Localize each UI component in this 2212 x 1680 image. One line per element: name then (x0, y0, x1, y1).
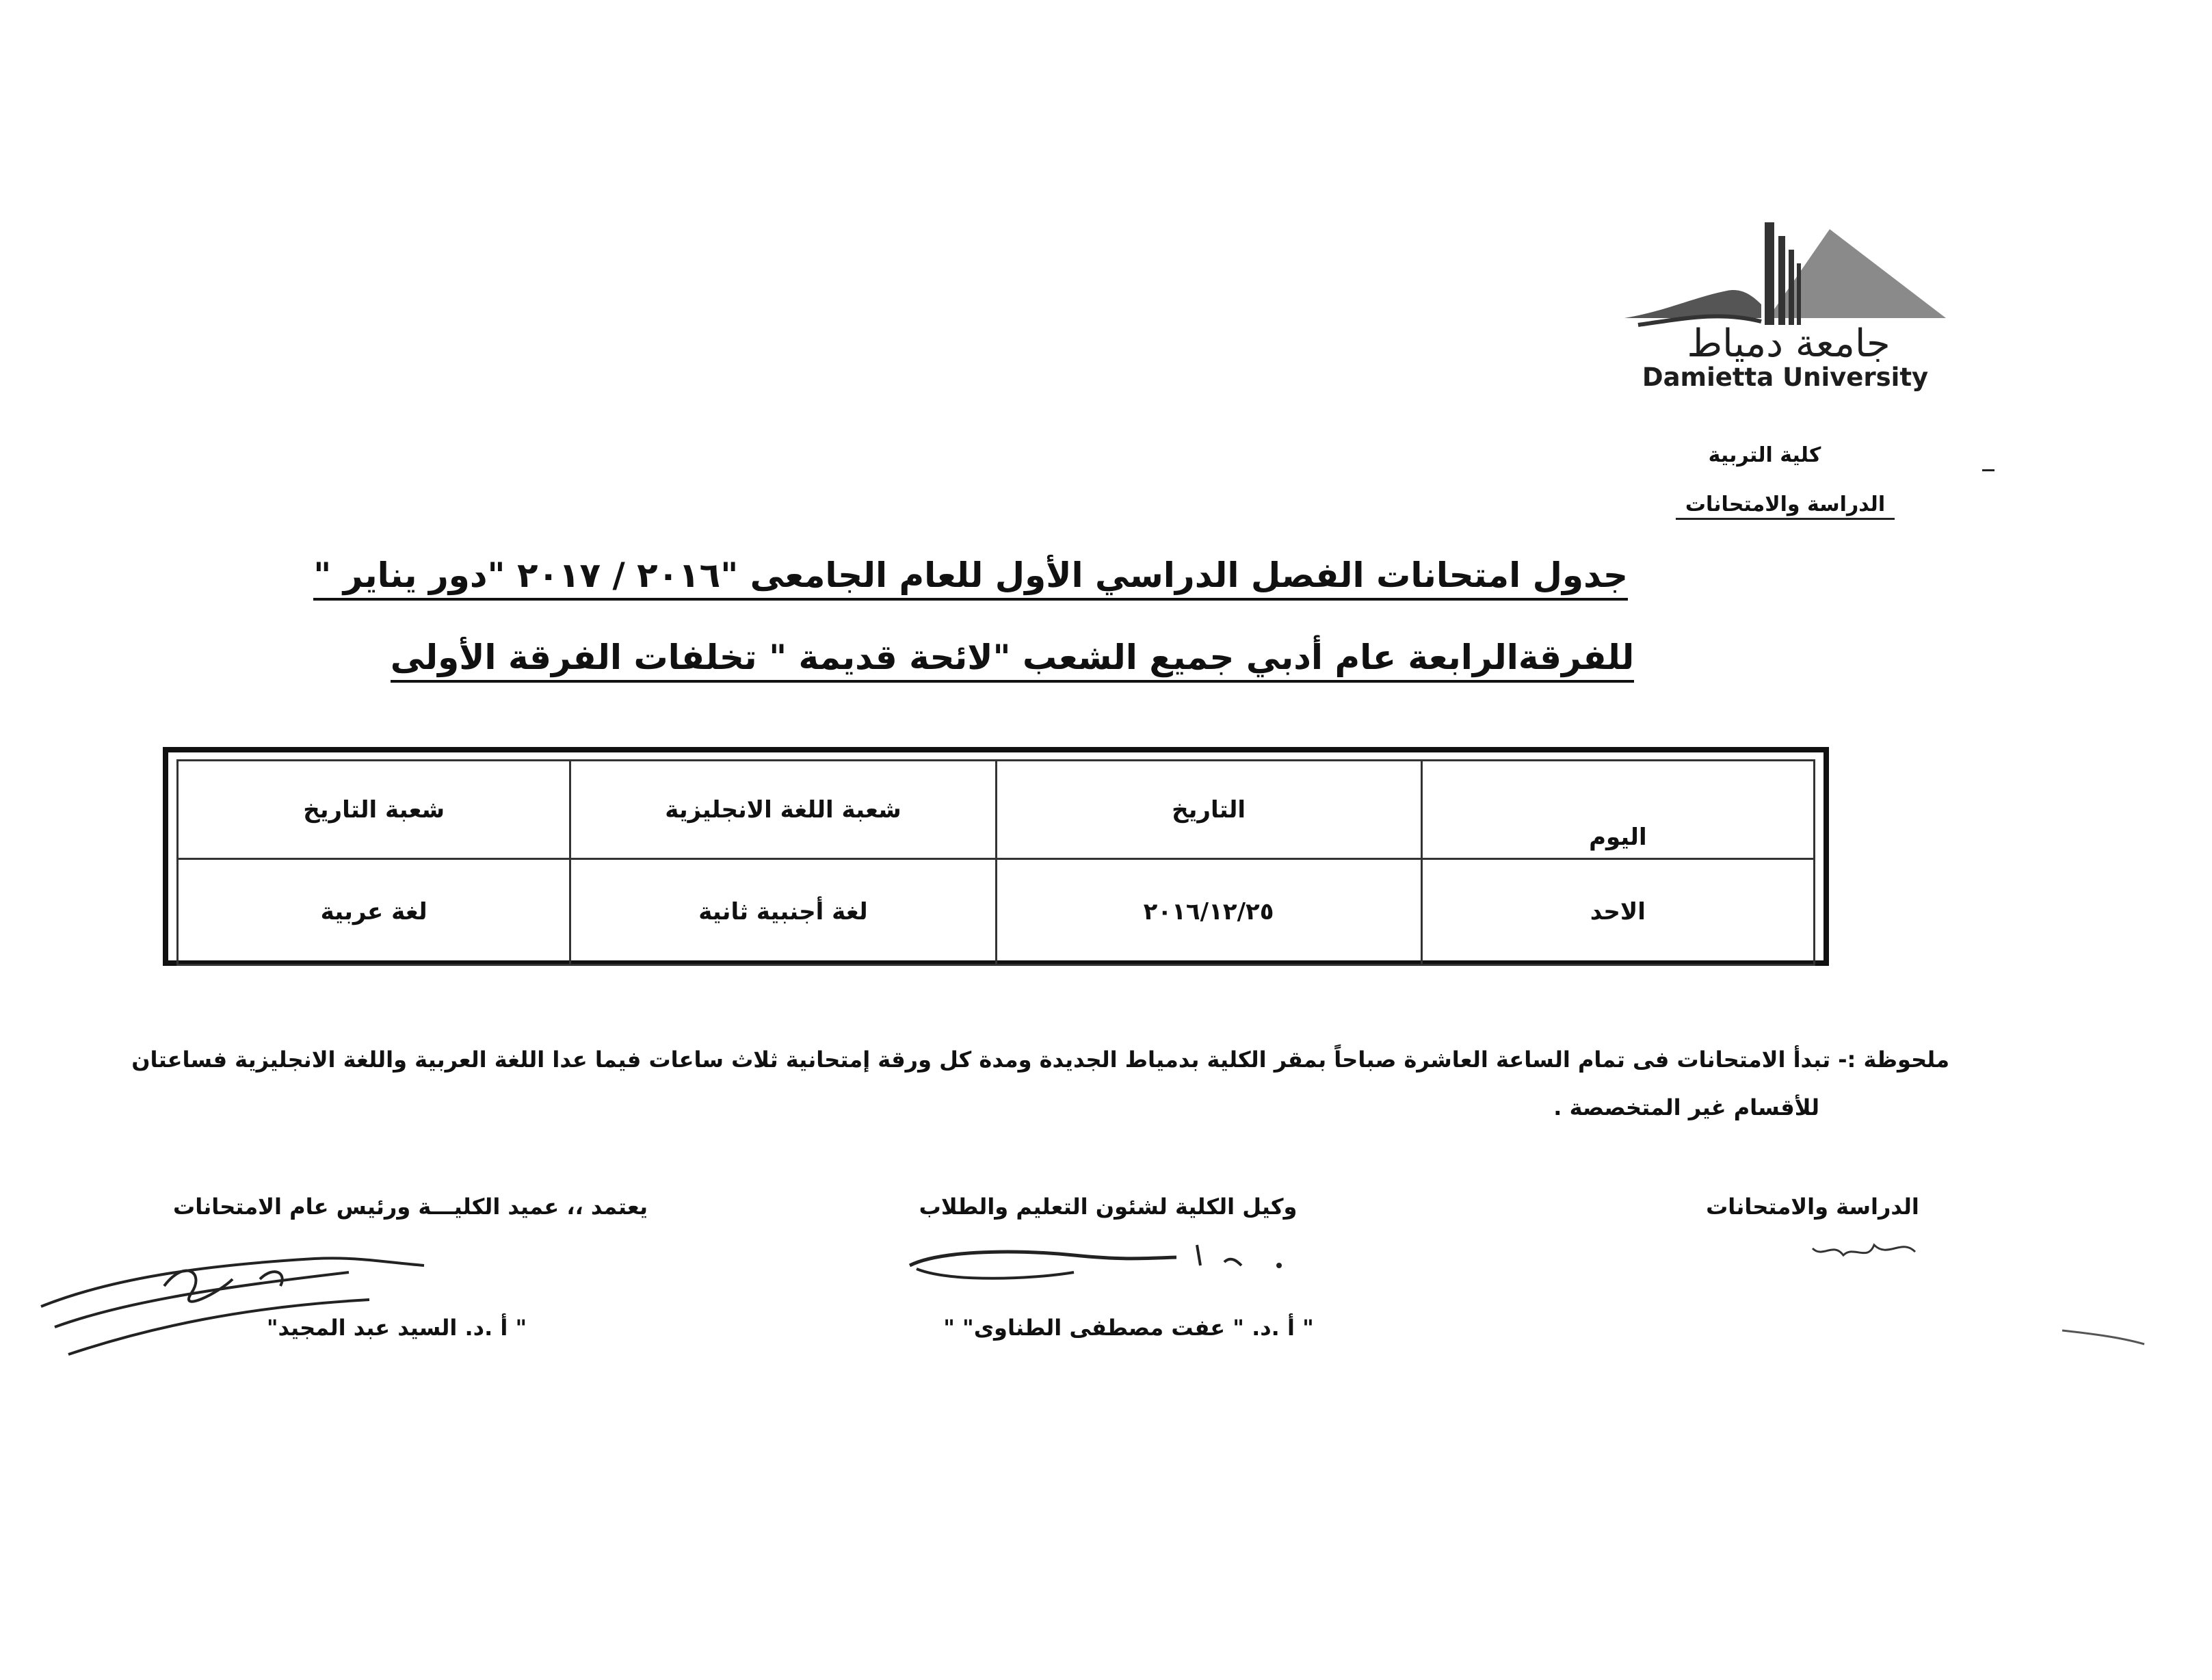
department-name: الدراسة والامتحانات (1676, 493, 1895, 520)
cell-day: الاحد (1421, 859, 1814, 965)
cell-english-division: لغة أجنبية ثانية (570, 859, 996, 965)
schedule-table-frame (163, 747, 1829, 966)
note-line-2: للأقسام غير المتخصصة . (1553, 1094, 1819, 1120)
header-history-division: شعبة التاريخ (178, 761, 570, 859)
header-date: التاريخ (996, 761, 1421, 859)
table-row (178, 859, 1815, 965)
university-logo (1624, 215, 1946, 332)
signature-right-scribble (1806, 1231, 1929, 1272)
signature-left-name: " أ .د. السيد عبد المجيد" (266, 1315, 527, 1341)
title-line-1: جدول امتحانات الفصل الدراسي الأول للعام الجامعى "٢٠١٦ / ٢٠١٧ "دور يناير " (313, 555, 1628, 601)
margin-line (2059, 1324, 2148, 1351)
header-day: اليوم (1421, 761, 1814, 859)
margin-dash (1982, 469, 1994, 471)
signature-middle-scribble (896, 1224, 1320, 1300)
signature-left-title: يعتمد ،، عميد الكليـــة ورئيس عام الامتحانات (173, 1194, 648, 1220)
table-header-row (178, 761, 1815, 859)
signature-middle-title: وكيل الكلية لشئون التعليم والطلاب (919, 1194, 1298, 1220)
logo-english-name: Damietta University (1642, 363, 1929, 392)
header-english-division: شعبة اللغة الانجليزية (570, 761, 996, 859)
schedule-table (176, 759, 1815, 966)
signature-left-scribble (27, 1231, 465, 1368)
cell-date: ٢٠١٦/١٢/٢٥ (996, 859, 1421, 965)
document-subtitle (383, 638, 1642, 677)
cell-history-division: لغة عربية (178, 859, 570, 965)
signature-middle-name: " أ .د. " عفت مصطفى الطناوى" " (943, 1315, 1314, 1341)
signature-right-title: الدراسة والامتحانات (1706, 1194, 1919, 1220)
logo-arabic-name: جامعة دمياط (1687, 321, 1891, 366)
faculty-name: كلية التربية (1708, 443, 1821, 467)
title-line-2: للفرقةالرابعة عام أدبي جميع الشعب "لائحة قديمة " تخلفات الفرقة الأولى (391, 638, 1634, 683)
document-title (313, 555, 1628, 595)
note-line-1: ملحوظة :- تبدأ الامتحانات فى تمام الساعة العاشرة صباحاً بمقر الكلية بدمياط الجديدة ومدة كل ورقة إمتحانية ثلاث ساعات فيما عدا اللغة العربية واللغة الانجليزية فساعتان (131, 1047, 1949, 1073)
